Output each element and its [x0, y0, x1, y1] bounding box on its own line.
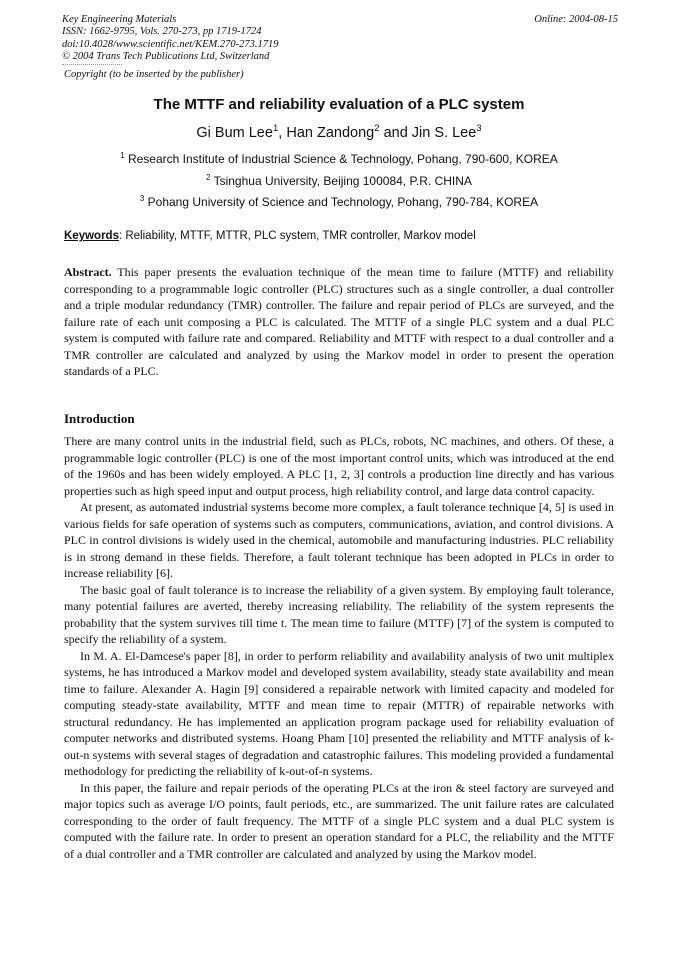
author-name: Gi Bum Lee	[196, 125, 273, 141]
author-name: Han Zandong	[286, 125, 375, 141]
intro-paragraph: In this paper, the failure and repair periods of the operating PLCs at the iron & steel factory are surveyed and major topics such as average I/O points, fault periods, etc., are summarized. The unit failure rates are calculated corresponding to the order of fault frequency. The MTTF of a single PLC system and a dual PLC system is computed with the failure rate. In order to present an operation standard for a PLC, the reliability and the MTTF of a dual controller and a TMR controller are calculated and analyzed by using the Markov model.	[64, 780, 614, 861]
affiliation-text: Tsinghua University, Beijing 100084, P.R. CHINA	[213, 174, 472, 188]
affiliation	[0, 174, 678, 188]
abstract-label: Abstract.	[64, 265, 112, 279]
keywords-text: : Reliability, MTTF, MTTR, PLC system, TMR controller, Markov model	[118, 230, 476, 242]
abstract-text: This paper presents the evaluation technique of the mean time to failure (MTTF) and reliability corresponding to a programmable logic controller (PLC) structures such as a single controller, a dual controller and a triple modular redundancy (TMR) controller. The failure and repair period of PLCs are surveyed, and the failure rate of each unit composing a PLC is calculated. The MTTF of a single PLC system and a dual PLC system is computed with failure rate and compared. Reliability and MTTF with respect to a dual controller and a TMR controller are calculated and analyzed by using the Markov model in order to present the operation standards of a PLC.	[64, 265, 614, 378]
author-mark: 1	[272, 123, 279, 135]
author-separator: ,	[278, 125, 287, 141]
keywords-line	[64, 230, 476, 242]
publisher-line: © 2004 Trans Tech Publications Ltd, Switzerland	[62, 51, 270, 63]
section-heading-introduction: Introduction	[64, 411, 135, 426]
paper-title: The MTTF and reliability evaluation of a PLC system	[153, 96, 525, 113]
keywords-label: Keywords	[64, 230, 119, 242]
abstract-paragraph	[64, 264, 614, 380]
affiliation-mark: 2	[206, 173, 211, 182]
doi-line: doi:10.4028/www.scientific.net/KEM.270-273.1719	[62, 38, 279, 50]
author-separator: and	[379, 125, 412, 141]
affiliation	[0, 195, 678, 209]
affiliation-mark: 3	[139, 194, 145, 203]
intro-paragraph: There are many control units in the industrial field, such as PLCs, robots, NC machines, and others. Of these, a programmable logic controller (PLC) is one of the most important control units, which was introduced at the end of the 1960s and has been widely employed. A PLC [1, 2, 3] controls a production line directly and has various properties such as high speed input and output process, high reliability control, and large data control capacity.	[64, 434, 614, 498]
header-divider	[62, 64, 122, 65]
intro-paragraph: In M. A. El-Damcese's paper [8], in order to perform reliability and availability analysis of two unit multiplex systems, he has introduced a Markov model and developed system availability, steady state availability and mean time to failure. Alexander A. Hagin [9] considered a repairable network with limited capacity and modeled for computing steady-state availability, MTTF and mean time to repair (MTTR) of repairable networks with structural redundancy. He has implemented an application program package used for reliability evaluation of computer networks and distributed systems. Hoang Pham [10] presented the reliability and MTTF analysis of k-out-n systems with several stages of degradation and catastrophic failures. This modeling provided a fundamental methodology for predicting the reliability of k-out-of-n systems.	[64, 648, 614, 778]
author-mark: 3	[476, 123, 482, 135]
introduction-body	[64, 433, 614, 862]
affiliation	[0, 152, 678, 166]
online-date: Online: 2004-08-15	[534, 14, 618, 25]
affiliation-text: Pohang University of Science and Technology, Pohang, 790-784, KOREA	[147, 195, 539, 209]
affiliation-mark: 1	[120, 151, 125, 160]
copyright-note: Copyright (to be inserted by the publisher)	[64, 69, 244, 80]
issn-line: ISSN: 1662-9795, Vols. 270-273, pp 1719-1724	[62, 26, 262, 38]
author-list	[0, 125, 678, 141]
author-name: Jin S. Lee	[411, 125, 477, 141]
intro-paragraph: The basic goal of fault tolerance is to increase the reliability of a given system. By employing fault tolerance, many potential failures are averted, thereby increasing reliability. The reliability of the system represents the probability that the system survives till time t. The mean time to failure (MTTF) [7] of the system is computed to specify the reliability of a system.	[64, 582, 614, 646]
affiliation-text: Research Institute of Industrial Science & Technology, Pohang, 790-600, KOREA	[127, 152, 558, 166]
author-mark: 2	[374, 123, 380, 135]
intro-paragraph: At present, as automated industrial systems become more complex, a fault tolerance technique [4, 5] is used in various fields for safe operation of systems such as computers, communications, aviation, and control divisions. A PLC in control divisions is widely used in the chemical, automobile and manufacturing industries. PLC reliability is in strong demand in these fields. Therefore, a fault tolerant technique has been adopted in PLCs in order to increase reliability [6].	[64, 500, 614, 580]
journal-header	[62, 14, 618, 64]
journal-name: Key Engineering Materials	[62, 14, 177, 25]
